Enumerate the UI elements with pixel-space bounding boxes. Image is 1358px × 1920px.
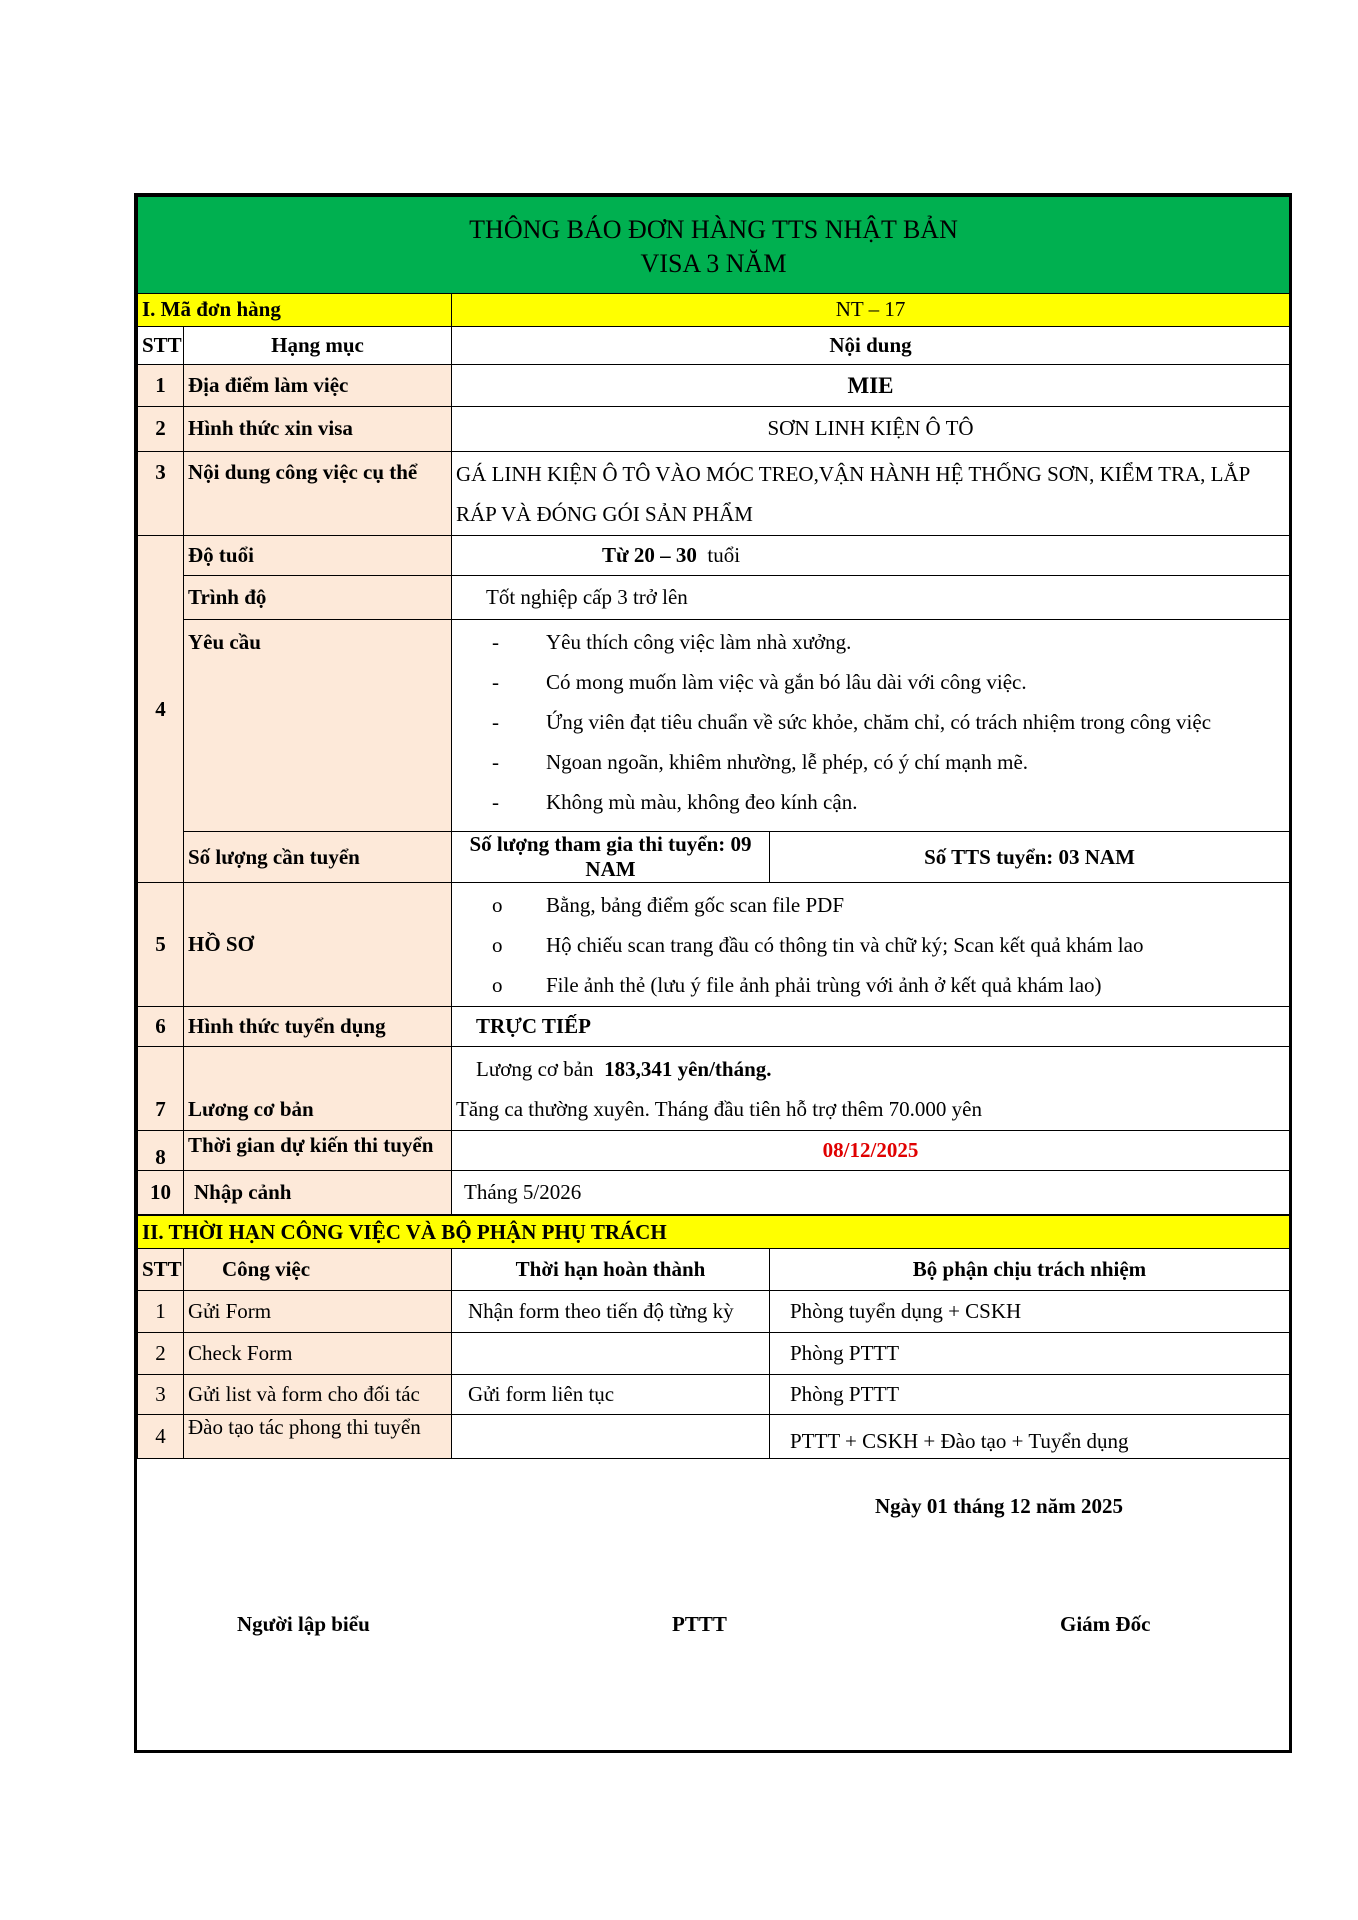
task-header-deadline: Thời hạn hoàn thành — [452, 1249, 770, 1291]
task-dept: Phòng PTTT — [770, 1333, 1290, 1375]
task-deadline — [452, 1415, 770, 1459]
row4-num: 4 — [138, 536, 184, 883]
education-label: Trình độ — [184, 576, 452, 620]
row3-label: Nội dung công việc cụ thể — [184, 452, 452, 536]
task-deadline: Gửi form liên tục — [452, 1375, 770, 1415]
document-item: o File ảnh thẻ (lưu ý file ảnh phải trùng với ảnh ở kết quả khám lao) — [492, 972, 1102, 997]
entry-value: Tháng 5/2026 — [452, 1171, 1290, 1215]
hire-quantity: Số TTS tuyển: 03 NAM — [770, 832, 1290, 883]
age-value — [452, 536, 1290, 576]
task-table — [137, 1215, 1290, 1459]
requirement-item: - Có mong muốn làm việc và gắn bó lâu dài với công việc. — [492, 670, 1027, 694]
title-line-2: VISA 3 NĂM — [640, 249, 787, 278]
education-value: Tốt nghiệp cấp 3 trở lên — [452, 576, 1290, 620]
row2-num: 2 — [138, 407, 184, 452]
documents-label: HỒ SƠ — [184, 883, 452, 1007]
documents-list — [452, 883, 1290, 1007]
entry-label: Nhập cảnh — [184, 1171, 452, 1215]
age-label: Độ tuổi — [184, 536, 452, 576]
age-range: Từ 20 – 30 — [602, 542, 697, 567]
requirement-item: - Yêu thích công việc làm nhà xưởng. — [492, 630, 852, 654]
document-title — [138, 197, 1290, 294]
row1-label: Địa điểm làm việc — [184, 365, 452, 407]
quantity-label: Số lượng cần tuyển — [184, 832, 452, 883]
row5-num: 5 — [138, 883, 184, 1007]
signature-pttt: PTTT — [672, 1612, 727, 1636]
salary-value — [452, 1047, 1290, 1131]
row2-label: Hình thức xin visa — [184, 407, 452, 452]
age-unit: tuổi — [707, 542, 741, 567]
requirement-item: - Ứng viên đạt tiêu chuẩn về sức khỏe, chăm chỉ, có trách nhiệm trong công việc — [492, 710, 1212, 734]
task-header-dept: Bộ phận chịu trách nhiệm — [770, 1249, 1290, 1291]
requirement-item: - Ngoan ngoãn, khiêm nhường, lễ phép, có ý chí mạnh mẽ. — [492, 750, 1029, 774]
header-category: Hạng mục — [184, 327, 452, 365]
recruitment-type-label: Hình thức tuyển dụng — [184, 1007, 452, 1047]
task-name: Gửi Form — [184, 1291, 452, 1333]
row3-num: 3 — [138, 452, 184, 536]
row1-num: 1 — [138, 365, 184, 407]
requirements-label: Yêu cầu — [184, 620, 452, 832]
row7-num: 7 — [138, 1047, 184, 1131]
task-deadline — [452, 1333, 770, 1375]
recruitment-type-value: TRỰC TIẾP — [452, 1007, 1290, 1047]
salary-label: Lương cơ bản — [184, 1047, 452, 1131]
signing-date: Ngày 01 tháng 12 năm 2025 — [875, 1494, 1123, 1518]
exam-quantity: Số lượng tham gia thi tuyển: 09 NAM — [452, 832, 770, 883]
title-line-1: THÔNG BÁO ĐƠN HÀNG TTS NHẬT BẢN — [469, 215, 958, 245]
salary-prefix: Lương cơ bản — [476, 1056, 594, 1081]
task-name: Check Form — [184, 1333, 452, 1375]
task-dept: Phòng tuyển dụng + CSKH — [770, 1291, 1290, 1333]
visa-type-value: SƠN LINH KIỆN Ô TÔ — [452, 407, 1290, 452]
document-item: o Bằng, bảng điểm gốc scan file PDF — [492, 892, 845, 917]
task-num: 4 — [138, 1415, 184, 1459]
order-notice-sheet — [134, 193, 1292, 1753]
row6-num: 6 — [138, 1007, 184, 1047]
header-content: Nội dung — [452, 327, 1290, 365]
task-header-task: Công việc — [184, 1249, 452, 1291]
work-location-value: MIE — [452, 365, 1290, 407]
order-code-value: NT – 17 — [452, 294, 1290, 327]
salary-line — [456, 1049, 1285, 1089]
row10-num: 10 — [138, 1171, 184, 1215]
exam-date-label: Thời gian dự kiến thi tuyển — [184, 1131, 452, 1171]
task-dept: PTTT + CSKH + Đào tạo + Tuyển dụng — [770, 1415, 1290, 1459]
signature-preparer: Người lập biểu — [237, 1612, 370, 1636]
task-num: 1 — [138, 1291, 184, 1333]
row8-num: 8 — [138, 1131, 184, 1171]
order-table — [137, 196, 1290, 1215]
header-stt: STT — [138, 327, 184, 365]
order-code-label: I. Mã đơn hàng — [138, 294, 452, 327]
task-deadline: Nhận form theo tiến độ từng kỳ — [452, 1291, 770, 1333]
requirements-list — [452, 620, 1290, 832]
task-dept: Phòng PTTT — [770, 1375, 1290, 1415]
task-name: Gửi list và form cho đối tác — [184, 1375, 452, 1415]
task-num: 2 — [138, 1333, 184, 1375]
task-name: Đào tạo tác phong thi tuyển — [184, 1415, 452, 1459]
job-description-value: GÁ LINH KIỆN Ô TÔ VÀO MÓC TREO,VẬN HÀNH HỆ THỐNG SƠN, KIỂM TRA, LẮP RÁP VÀ ĐÓNG GÓI SẢN PHẨM — [452, 452, 1290, 536]
overtime-note: Tăng ca thường xuyên. Tháng đầu tiên hỗ trợ thêm 70.000 yên — [456, 1096, 983, 1121]
signature-director: Giám Đốc — [1060, 1612, 1151, 1636]
requirement-item: - Không mù màu, không đeo kính cận. — [492, 790, 858, 814]
document-item: o Hộ chiếu scan trang đầu có thông tin và chữ ký; Scan kết quả khám lao — [492, 932, 1144, 957]
section2-label: II. THỜI HẠN CÔNG VIỆC VÀ BỘ PHẬN PHỤ TRÁCH — [138, 1216, 1290, 1249]
task-header-stt: STT — [138, 1249, 184, 1291]
task-num: 3 — [138, 1375, 184, 1415]
exam-date-value: 08/12/2025 — [452, 1131, 1290, 1171]
salary-amount: 183,341 yên/tháng. — [604, 1056, 772, 1081]
